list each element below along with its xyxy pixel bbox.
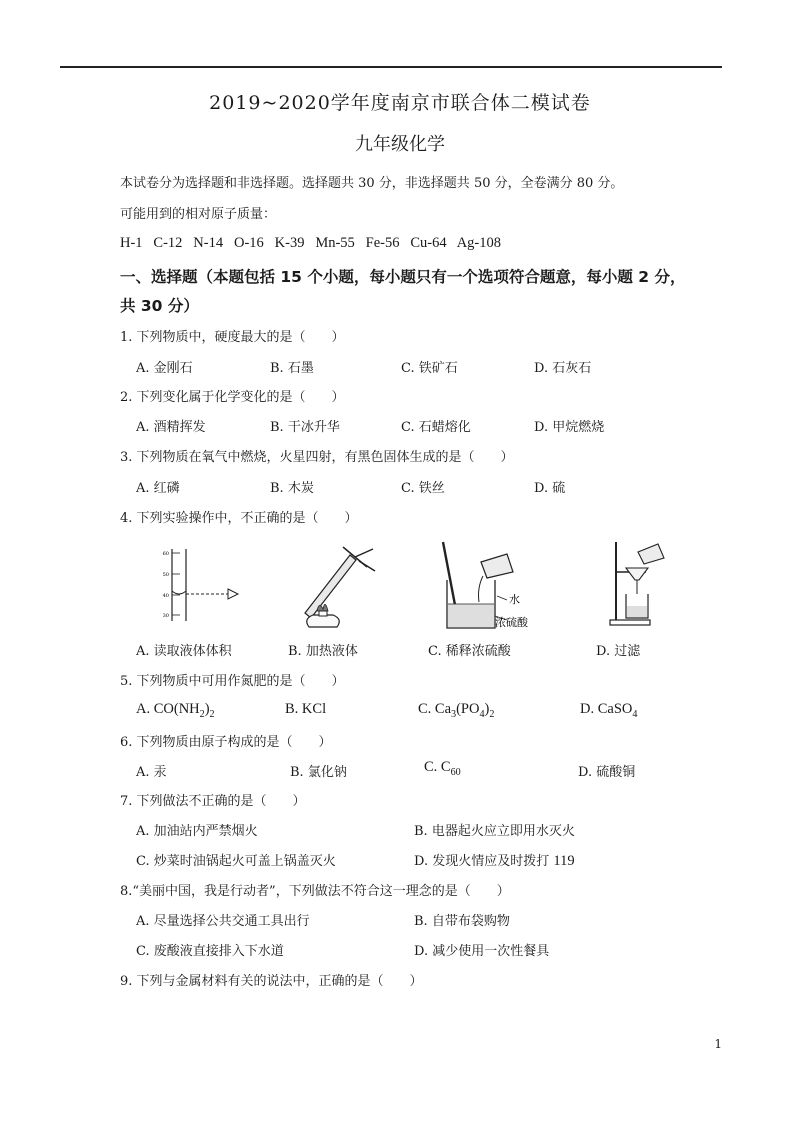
question-2-option-b: B. 干冰升华 [270,420,340,435]
page-title: 2019~2020学年度南京市联合体二模试卷 [209,92,591,114]
cylinder-tick-40: 40 [162,593,169,599]
question-4-stem: 4. 下列实验操作中，不正确的是（ ） [120,511,358,526]
question-6-option-a: A. 汞 [136,765,167,780]
intro-line-1: 本试卷分为选择题和非选择题。选择题共 30 分，非选择题共 50 分，全卷满分 80 分。 [120,176,624,191]
figure-diluting-acid [435,540,545,632]
question-1-option-a: A. 金刚石 [136,361,193,376]
page-subtitle: 九年级化学 [355,134,445,155]
question-3-option-a: A. 红磷 [136,481,180,496]
section-heading-line-2: 共 30 分） [120,297,199,315]
question-4-option-d: D. 过滤 [596,644,641,659]
question-4-option-c: C. 稀释浓硫酸 [428,644,511,659]
cylinder-tick-50: 50 [162,572,169,578]
question-8-option-a: A. 尽量选择公共交通工具出行 [136,914,310,929]
question-2-option-d: D. 甲烷燃烧 [534,420,605,435]
question-7-option-d: D. 发现火情应及时拨打 119 [414,853,575,869]
section-heading-line-1: 一、选择题（本题包括 15 个小题，每小题只有一个选项符合题意，每小题 2 分， [120,268,686,286]
question-6-option-d: D. 硫酸铜 [578,765,636,780]
question-5-option-a: A. $CO(NH_2)_2$ [136,701,215,720]
cylinder-tick-60: 60 [162,551,169,557]
question-8-option-b: B. 自带布袋购物 [414,914,510,929]
question-5-stem: 5. 下列物质中可用作氮肥的是（ ） [120,674,345,689]
atomic-masses: H-1 C-12 N-14 O-16 K-39 Mn-55 Fe-56 Cu-64 Ag-108 [120,235,502,251]
question-6-option-c: C. $C_{60}$ [424,759,461,778]
question-3-option-d: D. 硫 [534,481,566,496]
eye-icon [228,589,238,599]
question-7-stem: 7. 下列做法不正确的是（ ） [120,794,306,809]
question-9-stem: 9. 下列与金属材料有关的说法中，正确的是（ ） [120,974,423,989]
question-7-option-b: B. 电器起火应立即用水灭火 [414,824,575,839]
figure-label-water: 水 [509,593,520,606]
question-6-stem: 6. 下列物质由原子构成的是（ ） [120,735,332,750]
question-8-option-d: D. 减少使用一次性餐具 [414,944,550,959]
question-6-option-b: B. 氯化钠 [290,765,347,780]
question-3-option-b: B. 木炭 [270,481,314,496]
question-2-option-a: A. 酒精挥发 [136,420,206,435]
figure-filtration [600,538,680,628]
question-3-stem: 3. 下列物质在氧气中燃烧，火星四射，有黑色固体生成的是（ ） [120,450,514,465]
question-1-option-c: C. 铁矿石 [401,361,458,376]
question-1-option-d: D. 石灰石 [534,361,592,376]
question-4-option-a: A. 读取液体体积 [136,644,232,659]
question-8-option-c: C. 废酸液直接排入下水道 [136,944,284,959]
figure-label-acid: 浓硫酸 [495,616,528,629]
question-5-option-d: D. CaSO$_4$ [580,701,638,720]
question-5-option-b: B. KCl [285,701,327,717]
question-7-option-c: C. 炒菜时油锅起火可盖上锅盖灭火 [136,854,336,869]
question-5-option-c: C. $Ca_3(PO_4)_2$ [418,701,495,720]
question-1-option-b: B. 石墨 [270,361,314,376]
question-4-option-b: B. 加热液体 [288,644,358,659]
question-1-stem: 1. 下列物质中，硬度最大的是（ ） [120,330,345,345]
question-3-option-c: C. 铁丝 [401,481,445,496]
figure-graduated-cylinder [150,545,260,625]
intro-line-2: 可能用到的相对原子质量： [120,207,277,222]
top-rule [60,66,722,68]
question-2-option-c: C. 石蜡熔化 [401,420,471,435]
question-7-option-a: A. 加油站内严禁烟火 [136,824,258,839]
cylinder-tick-30: 30 [162,613,169,619]
page-number: 1 [714,1037,722,1051]
question-2-stem: 2. 下列变化属于化学变化的是（ ） [120,390,345,405]
question-8-stem: 8.“美丽中国，我是行动者”，下列做法不符合这一理念的是（ ） [120,884,510,899]
figure-heating-liquid [295,543,385,628]
